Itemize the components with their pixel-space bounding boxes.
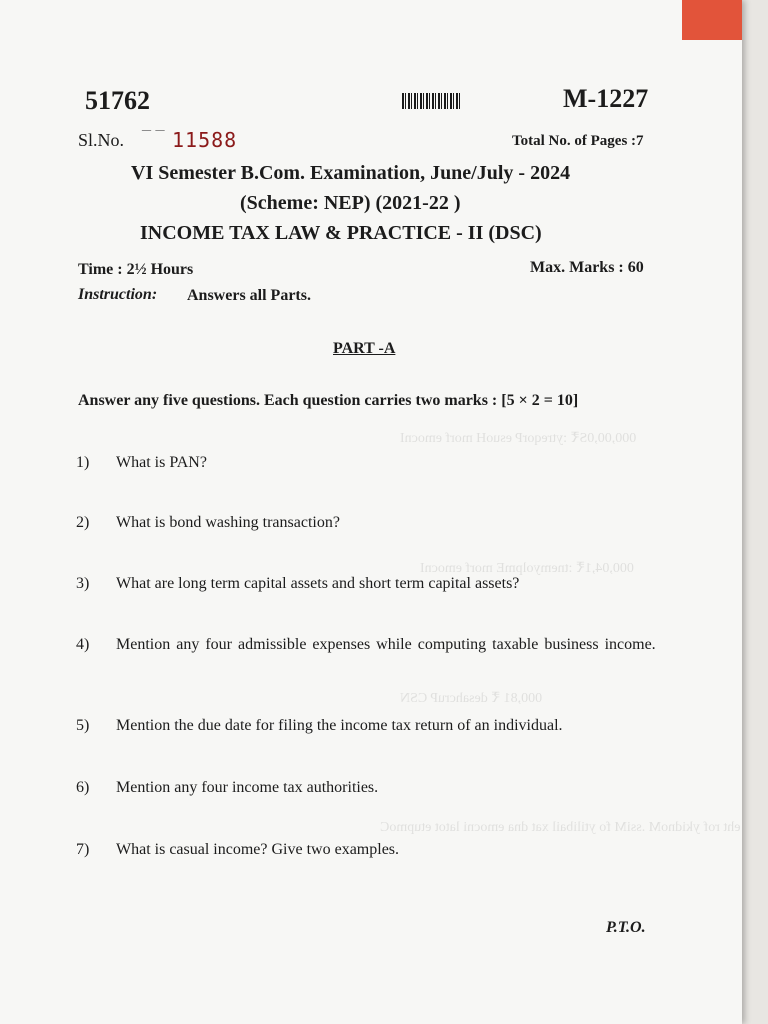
serial-number-label: Sl.No. (78, 130, 125, 150)
exam-code: 51762 (85, 86, 150, 115)
question-number: 6) (76, 779, 90, 796)
barcode (402, 93, 462, 109)
please-turn-over: P.T.O. (606, 919, 646, 936)
part-instruction: Answer any five questions. Each question carries two marks : [5 × 2 = 10] (78, 392, 579, 409)
question-text: Mention the due date for filing the income tax return of an individual. (116, 717, 563, 734)
paper-code: M-1227 (563, 84, 649, 113)
question-text: What are long term capital assets and short term capital assets? (116, 575, 520, 592)
question-number: 4) (76, 636, 90, 653)
question-text: What is PAN? (116, 454, 207, 471)
background-corner (682, 0, 742, 40)
bleed-through-text: eht rof ykidnoM .ssiM fo ytilibail xat dna emocni latot etupmoC (380, 820, 741, 835)
serial-number-prefix-mark: ¯ ¯ (142, 128, 165, 148)
bleed-through-text: 000,04,1₹ :tnemyolpmE morf emocnI (420, 561, 634, 576)
question-number: 3) (76, 575, 90, 592)
exam-duration: Time : 2½ Hours (78, 261, 194, 278)
bleed-through-text: 000,81 ₹ desahcruP CSN (400, 691, 543, 706)
question-number: 1) (76, 454, 90, 471)
exam-title: VI Semester B.Com. Examination, June/July - 2024 (131, 162, 571, 184)
question-text: Mention any four admissible expenses while computing taxable business income. (116, 636, 656, 653)
scheme-title: (Scheme: NEP) (2021-22 ) (240, 192, 461, 214)
question-text: Mention any four income tax authorities. (116, 779, 379, 796)
total-pages: Total No. of Pages :7 (512, 133, 644, 149)
instruction-text: Answers all Parts. (187, 287, 311, 304)
bleed-through-text: 000,00,0S₹ :ytreqorP esuoH morf emocnI (400, 431, 637, 446)
question-text: What is bond washing transaction? (116, 514, 340, 531)
question-number: 5) (76, 717, 90, 734)
question-number: 7) (76, 841, 90, 858)
max-marks: Max. Marks : 60 (530, 259, 644, 276)
subject-title: INCOME TAX LAW & PRACTICE - II (DSC) (140, 222, 542, 244)
serial-number-value: 11588 (172, 128, 238, 152)
question-text: What is casual income? Give two examples. (116, 841, 400, 858)
question-number: 2) (76, 514, 90, 531)
instruction-label: Instruction: (78, 286, 158, 303)
part-heading: PART -A (333, 340, 396, 357)
